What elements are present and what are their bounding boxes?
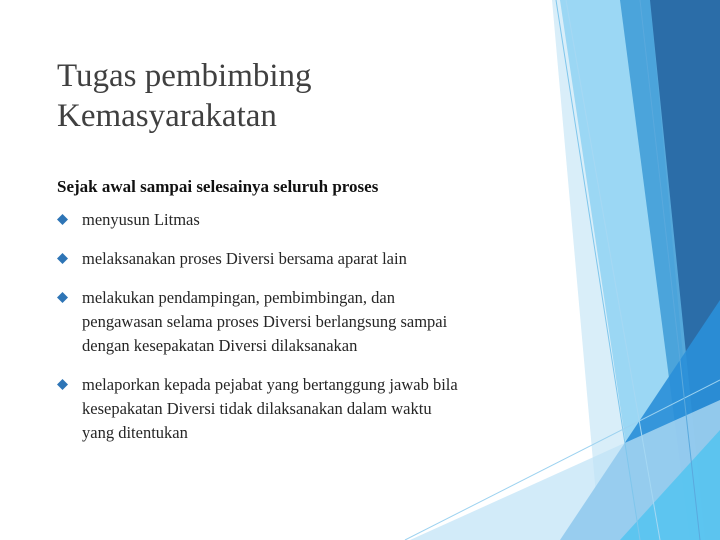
title-line: Kemasyarakatan	[57, 98, 277, 134]
bullet-line: melaksanakan proses Diversi bersama aparat lain	[82, 249, 407, 268]
diamond-bullet-icon	[57, 292, 68, 303]
bullet-item	[57, 208, 557, 232]
bullet-text	[82, 286, 557, 358]
bullet-list	[57, 208, 557, 460]
diamond-bullet-icon	[57, 379, 68, 390]
bullet-line: dengan kesepakatan Diversi dilaksanakan	[82, 336, 358, 355]
bullet-item	[57, 247, 557, 271]
bullet-item	[57, 373, 557, 445]
bullet-text	[82, 373, 557, 445]
diamond-bullet-icon	[57, 214, 68, 225]
title-line: Tugas pembimbing	[57, 58, 312, 94]
bullet-line: yang ditentukan	[82, 423, 188, 442]
slide-subtitle: Sejak awal sampai selesainya seluruh proses	[57, 177, 379, 196]
bullet-line: melakukan pendampingan, pembimbingan, dan	[82, 288, 395, 307]
bullet-line: pengawasan selama proses Diversi berlangsung sampai	[82, 312, 448, 331]
bullet-line: kesepakatan Diversi tidak dilaksanakan dalam waktu	[82, 399, 432, 418]
bullet-line: melaporkan kepada pejabat yang bertanggung jawab bila	[82, 375, 458, 394]
diamond-bullet-icon	[57, 253, 68, 264]
slide-title	[57, 56, 517, 136]
bullet-item	[57, 286, 557, 358]
bullet-text	[82, 247, 557, 271]
bullet-text	[82, 208, 557, 232]
bullet-line: menyusun Litmas	[82, 210, 200, 229]
